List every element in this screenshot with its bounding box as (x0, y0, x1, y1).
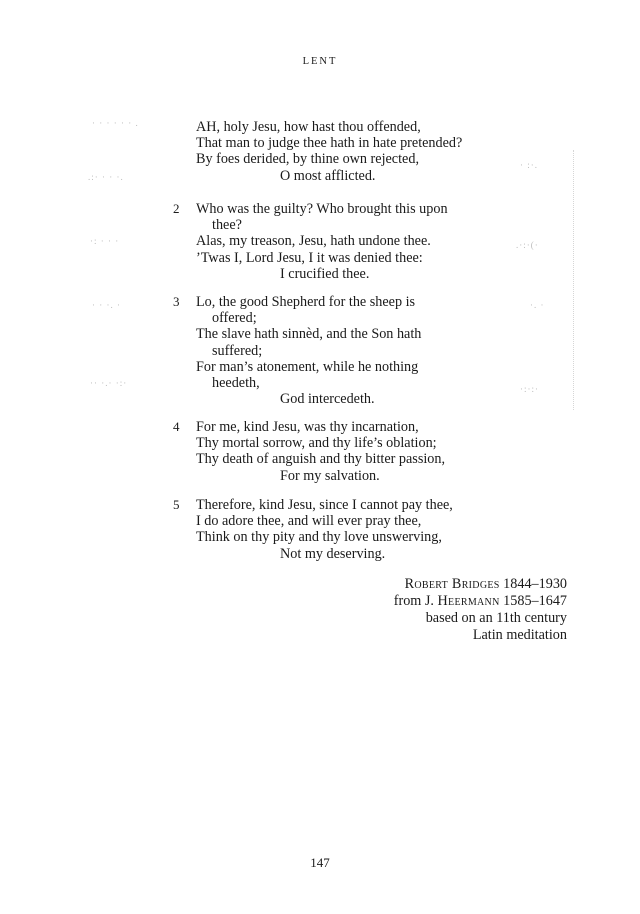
stanza-line: By foes derided, by thine own rejected, (196, 151, 419, 168)
scan-artifact: ·: · · · (90, 236, 120, 246)
stanza-number: 3 (173, 294, 180, 309)
stanza-3 (173, 294, 526, 408)
stanza-line: For my salvation. (280, 467, 380, 484)
scan-artifact: .:· · · ·. (88, 172, 124, 182)
stanza-line: Therefore, kind Jesu, since I cannot pay thee, (196, 497, 453, 513)
stanza-line: suffered; (212, 342, 263, 359)
stanza-1 (196, 119, 526, 184)
stanza-2 (173, 201, 526, 282)
scan-artifact: · · ·. · (92, 300, 121, 310)
stanza-4 (173, 419, 526, 484)
scan-artifact: .·:·(· (516, 240, 539, 250)
stanza-line: thee? (212, 217, 242, 234)
stanza-line: ’Twas I, Lord Jesu, I it was denied thee: (196, 249, 423, 266)
source-name: Heermann (437, 593, 500, 609)
origin-credit: Latin meditation (472, 627, 567, 643)
author-credit (394, 576, 567, 593)
running-header: LENT (302, 56, 338, 67)
stanza-number: 2 (173, 201, 180, 216)
stanza-line: Who was the guilty? Who brought this upon (196, 201, 448, 217)
scan-artifact: ·:·:· (520, 384, 539, 394)
author-name: Robert Bridges (404, 576, 500, 592)
scan-artifact: · :·. (520, 160, 538, 170)
stanza-line: For me, kind Jesu, was thy incarnation, (196, 419, 419, 435)
stanza-line: I crucified thee. (280, 265, 370, 282)
stanza-line: I do adore thee, and will ever pray thee, (196, 513, 422, 530)
stanza-line: Not my deserving. (280, 545, 386, 562)
stanza-line: Lo, the good Shepherd for the sheep is (196, 294, 416, 310)
scan-artifact: ·. · (530, 300, 545, 310)
stanza-line: God intercedeth. (280, 391, 375, 408)
source-dates: 1585–1647 (503, 593, 567, 609)
stanza-5 (173, 497, 526, 562)
author-dates: 1844–1930 (503, 576, 567, 592)
stanza-line: That man to judge thee hath in hate pretended? (196, 135, 463, 152)
stanza-line: offered; (212, 310, 257, 327)
source-prefix: from J. (393, 593, 434, 609)
stanza-line: Thy mortal sorrow, and thy life’s oblation; (196, 435, 437, 452)
based-on-credit: based on an 11th century (425, 610, 567, 626)
stanza-line: Think on thy pity and thy love unswerving, (196, 529, 442, 546)
stanza-number: 4 (173, 419, 180, 434)
page-number: 147 (310, 855, 330, 870)
scan-edge-line (573, 150, 574, 410)
stanza-line: The slave hath sinnèd, and the Son hath (196, 326, 422, 343)
scan-artifact: · · · · · · . (92, 118, 139, 128)
stanza-line: heedeth, (212, 374, 260, 391)
stanza-line: Thy death of anguish and thy bitter passion, (196, 451, 446, 468)
attribution (394, 576, 567, 644)
scan-artifact: ·· ·.· ·:· (90, 378, 128, 388)
stanza-line: O most afflicted. (280, 167, 376, 184)
stanza-line: Alas, my treason, Jesu, hath undone thee. (196, 233, 431, 250)
stanza-line: AH, holy Jesu, how hast thou offended, (196, 119, 421, 135)
source-credit (394, 593, 567, 610)
stanza-line: For man’s atonement, while he nothing (196, 358, 419, 375)
stanza-number: 5 (173, 497, 180, 512)
